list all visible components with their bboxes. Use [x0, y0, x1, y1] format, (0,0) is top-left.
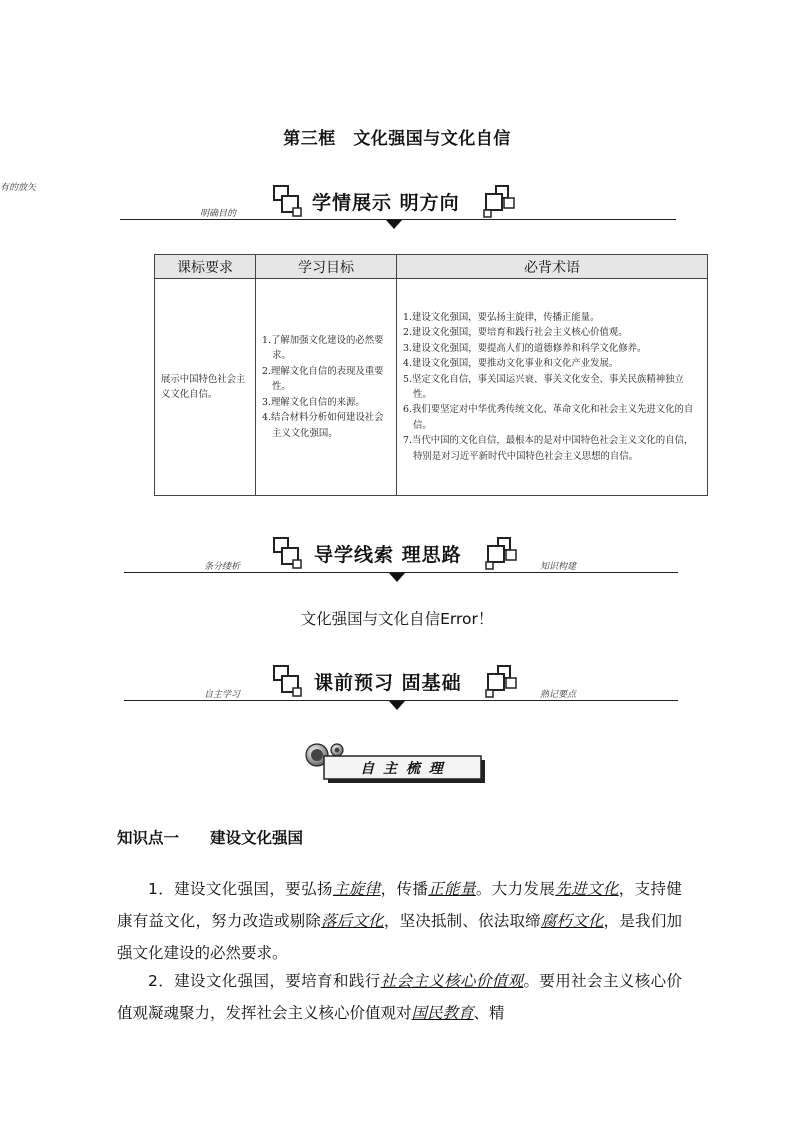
banner-right-note: 有的放矢	[0, 183, 37, 193]
squares-left-icon	[272, 536, 306, 572]
text-run: 2．建设文化强国，要培育和践行	[148, 972, 381, 990]
goals-cell	[256, 279, 397, 496]
text-run: 。要用社会主义核心价值观凝魂聚力，发挥社会主义核心价值观对	[117, 972, 682, 1022]
text-run: ，坚决抵制、依法取缔	[383, 912, 541, 930]
page-title: 第三框 文化强国与文化自信	[283, 129, 511, 149]
list-item: 5.坚定文化自信，事关国运兴衰、事关文化安全、事关民族精神独立性。	[403, 373, 684, 400]
section-banner-3	[0, 660, 794, 710]
banner-left-note: 明确目的	[200, 209, 237, 219]
key-term: 正能量	[428, 880, 476, 898]
squares-left-icon	[272, 664, 306, 700]
table-row	[155, 279, 708, 496]
section-banner-2	[0, 532, 794, 582]
squares-right-icon	[484, 664, 520, 700]
banner-left-note: 自主学习	[204, 690, 241, 700]
column-header: 课标要求	[155, 255, 256, 279]
key-term: 腐朽文化	[540, 912, 604, 930]
text-run: 1．建设文化强国，要弘扬	[148, 880, 333, 898]
standard-cell: 展示中国特色社会主义文化自信。	[155, 279, 256, 496]
list-item: 1.建设文化强国，要弘扬主旋律，传播正能量。	[403, 311, 600, 323]
list-item: 2.理解文化自信的表现及重要性。	[262, 365, 384, 393]
badge-label: 自 主 梳 理	[360, 761, 445, 777]
list-item: 4.建设文化强国，要推动文化事业和文化产业发展。	[403, 358, 619, 370]
list-item: 3.建设文化强国，要提高人们的道德修养和科学文化修养。	[403, 342, 647, 354]
section-banner-1	[0, 180, 794, 230]
knowledge-point-heading: 知识点一 建设文化强国	[117, 829, 304, 847]
banner-left-note: 条分缕析	[204, 562, 241, 572]
down-triangle-icon	[386, 220, 402, 229]
text-run: ，传播	[380, 880, 429, 898]
error-line: 文化强国与文化自信Error！	[300, 610, 494, 628]
list-item: 6.我们要坚定对中华优秀传统文化、革命文化和社会主义先进文化的自信。	[403, 404, 694, 431]
list-item: 7.当代中国的文化自信，最根本的是对中国特色社会主义文化的自信，特别是对习近平新时代中国特色社会主义思想的自信。	[403, 435, 694, 462]
text-run: 、精	[473, 1004, 505, 1022]
down-triangle-icon	[389, 701, 405, 710]
column-header: 学习目标	[256, 255, 397, 279]
section-heading: 导学线索 理思路	[314, 544, 462, 566]
squares-right-icon	[484, 536, 520, 572]
banner-right-note: 知识构建	[540, 562, 577, 572]
key-term: 落后文化	[321, 912, 384, 930]
list-item: 3.理解文化自信的来源。	[262, 396, 365, 408]
self-study-badge	[304, 742, 488, 786]
paragraph-2	[117, 965, 682, 1029]
table-header-row	[155, 255, 708, 279]
squares-right-icon	[482, 184, 518, 220]
section-heading: 课前预习 固基础	[314, 672, 462, 694]
squares-left-icon	[272, 184, 306, 220]
text-run: ，支持健康有益文化，努力改造或剔除	[117, 880, 682, 930]
key-term: 先进文化	[555, 880, 619, 898]
paragraph-1	[117, 873, 682, 969]
text-run: 。大力发展	[475, 880, 556, 898]
terms-cell	[397, 279, 708, 496]
banner-right-note: 熟记要点	[540, 690, 577, 700]
key-term: 国民教育	[411, 1004, 474, 1022]
key-term: 社会主义核心价值观	[380, 972, 524, 990]
text-run: ，是我们加强文化建设的必然要求。	[117, 912, 682, 962]
list-item: 1.了解加强文化建设的必然要求。	[262, 335, 384, 362]
down-triangle-icon	[389, 573, 405, 582]
section-heading: 学情展示 明方向	[312, 192, 460, 214]
list-item: 2.建设文化强国，要培育和践行社会主义核心价值观。	[403, 327, 628, 339]
goals-table	[154, 254, 708, 496]
column-header: 必背术语	[397, 255, 708, 279]
list-item: 4.结合材料分析如何建设社会主义文化强国。	[262, 412, 384, 439]
key-term: 主旋律	[332, 880, 381, 898]
